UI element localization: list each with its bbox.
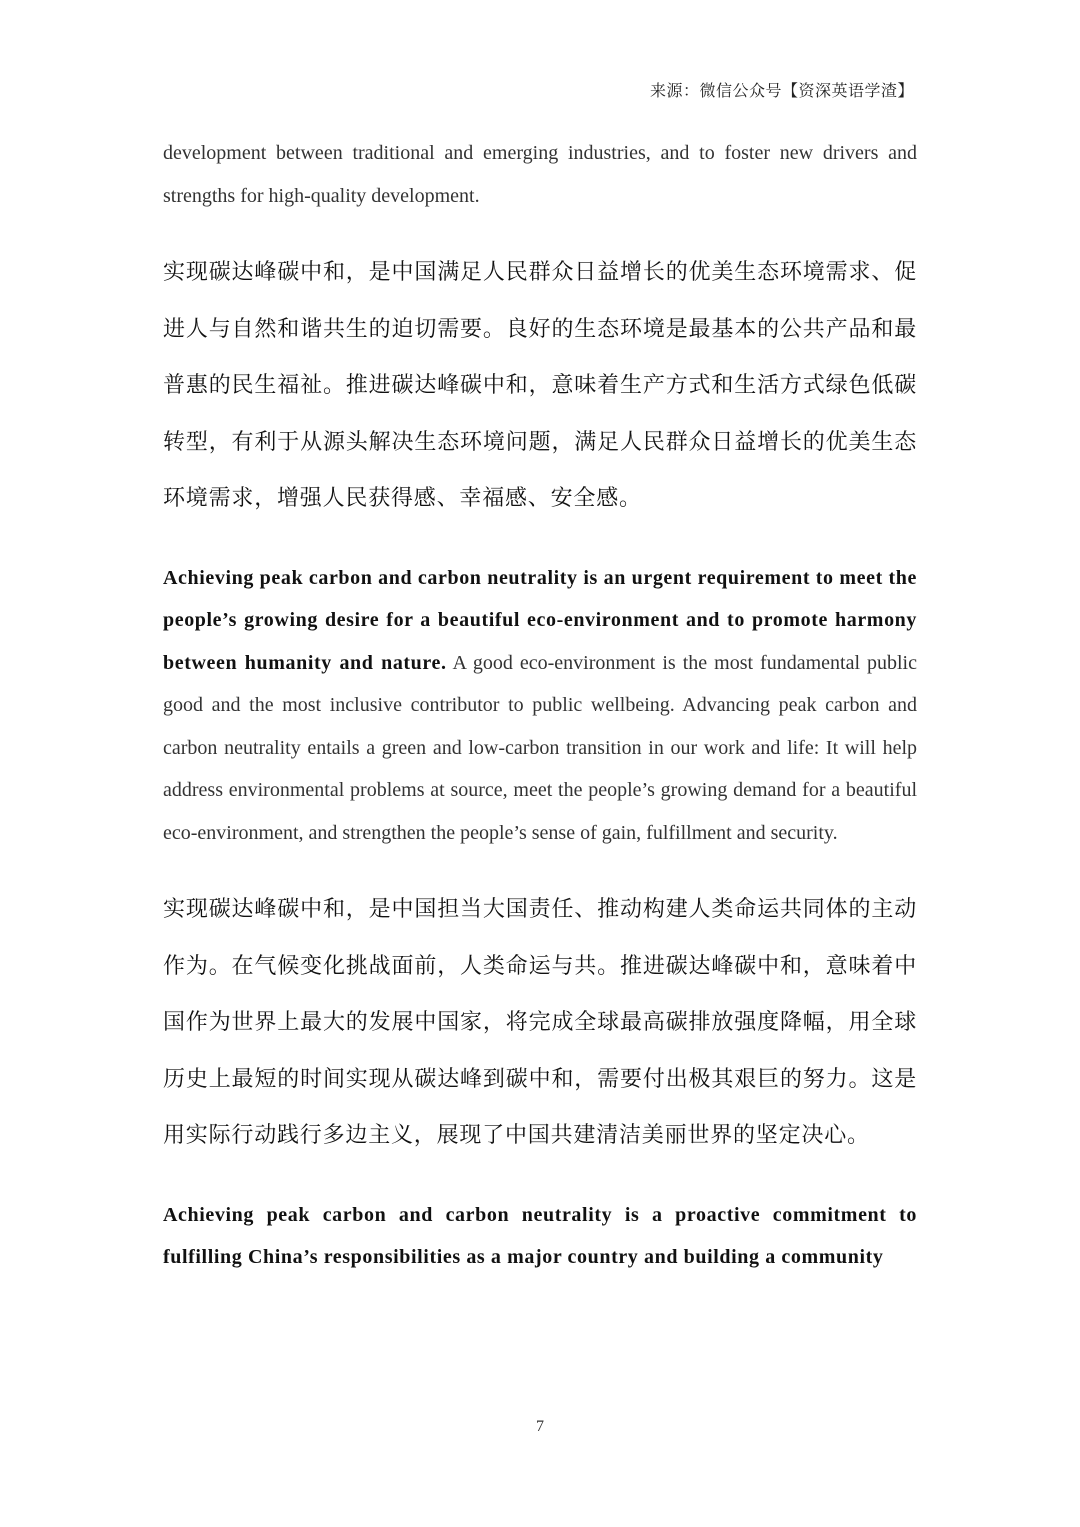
paragraph-1-zh: 实现碳达峰碳中和，是中国满足人民群众日益增长的优美生态环境需求、促进人与自然和谐共生的迫切需要。良好的生态环境是最基本的公共产品和最普惠的民生福祉。推进碳达峰碳中和，意味着生产方式和生活方式绿色低碳转型，有利于从源头解决生态环境问题，满足人民群众日益增长的优美生态环境需求，增强人民获得感、幸福感、安全感。 xyxy=(163,260,917,511)
paragraph-1-en xyxy=(163,557,917,855)
paragraph-1-en-heading: Achieving peak carbon and carbon neutrality is an urgent requirement to meet the people’s growing desire for a beautiful eco-environment and to promote harmony between humanity and nature. xyxy=(163,566,917,674)
paragraph-1-en-body: A good eco-environment is the most fundamental public good and the most inclusive contributor to public wellbeing. Advancing peak carbon and carbon neutrality entails a green and low-carbon transition in our work and life: It will help address environmental problems at source, meet the people’s growing demand for a beautiful eco-environment, and strengthen the people’s sense of gain, fulfillment and security. xyxy=(163,651,917,844)
paragraph-intro-en: development between traditional and emerging industries, and to foster new drivers and strengths for high-quality development. xyxy=(163,142,917,207)
document-body xyxy=(163,132,917,1279)
paragraph-2-en xyxy=(163,1194,917,1279)
paragraph-2-zh: 实现碳达峰碳中和，是中国担当大国责任、推动构建人类命运共同体的主动作为。在气候变化挑战面前，人类命运与共。推进碳达峰碳中和，意味着中国作为世界上最大的发展中国家，将完成全球最高碳排放强度降幅，用全球历史上最短的时间实现从碳达峰到碳中和，需要付出极其艰巨的努力。这是用实际行动践行多边主义，展现了中国共建清洁美丽世界的坚定决心。 xyxy=(163,897,917,1148)
source-attribution: 来源：微信公众号【资深英语学渣】 xyxy=(649,81,914,100)
paragraph-2-en-heading: Achieving peak carbon and carbon neutrality is a proactive commitment to fulfilling China’s responsibilities as a major country and building a community xyxy=(163,1203,917,1268)
page-number: 7 xyxy=(536,1418,544,1435)
